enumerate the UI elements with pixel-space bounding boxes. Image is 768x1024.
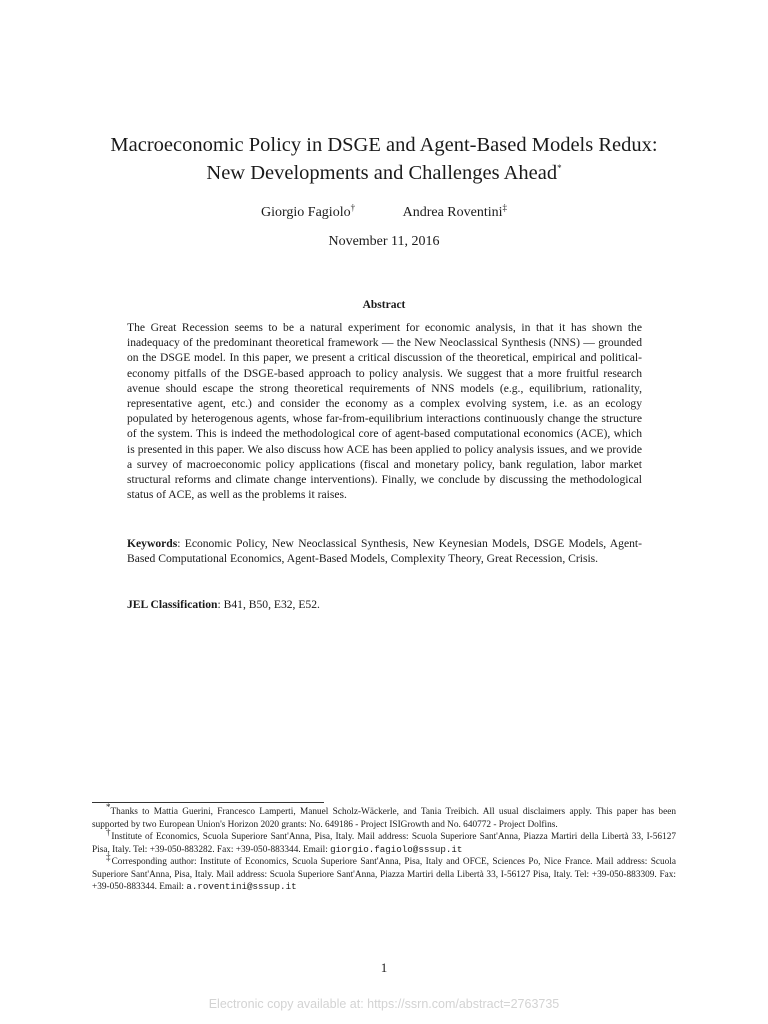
footnotes xyxy=(92,801,677,894)
author-1-name: Giorgio Fagiolo xyxy=(261,205,351,220)
author-2 xyxy=(403,203,507,223)
publication-date: November 11, 2016 xyxy=(328,234,440,249)
ssrn-watermark[interactable]: Electronic copy available at: https://ssrn.com/abstract=2763735 xyxy=(208,997,560,1011)
keywords-label: Keywords xyxy=(127,537,178,550)
author-2-email[interactable]: a.roventini@sssup.it xyxy=(186,881,297,892)
footnote-rule xyxy=(92,802,324,803)
abstract-text: The Great Recession seems to be a natural experiment for economic analysis, in that it has shown the inadequacy of the predominant theoretical framework — the New Neoclassical Synthesis (NNS) — grounded on the DSGE model. In this paper, we present a critical discussion of the theoretical, empirical and political-economy pitfalls of the DSGE-based approach to policy analysis. We suggest that a more fruitful research avenue should escape the strong theoretical requirements of NNS models (e.g., equilibrium, rationality, representative agent, etc.) and consider the economy as a complex evolving system, i.e. as an ecology populated by heterogenous agents, whose far-from-equilibrium interactions continuously change the structure of the system. This is indeed the methodological core of agent-based computational economics (ACE), which is presented in this paper. We also discuss how ACE has been applied to policy analysis issues, and we provide a survey of macroeconomic policy applications (fiscal and monetary policy, bank regulation, labor market structural reforms and climate change interventions). Finally, we conclude by discussing the methodological status of ACE, as well as the problems it raises. xyxy=(127,321,642,502)
page-number: 1 xyxy=(380,960,388,975)
keywords-text: : Economic Policy, New Neoclassical Synthesis, New Keynesian Models, DSGE Models, Agent-Based Computational Economics, Agent-Based Models, Complexity Theory, Great Recession, Crisis. xyxy=(127,537,642,566)
footnote-2-text: Institute of Economics, Scuola Superiore Sant'Anna, Pisa, Italy. Mail address: Scuola Superiore Sant'Anna, Piazza Martiri della Libertà 33, I-56127 Pisa, Italy. Tel: +39-050-883282. Fax: +39-050-883344. Email: xyxy=(92,832,676,855)
footnote-1-text: Thanks to Mattia Guerini, Francesco Lamperti, Manuel Scholz-Wäckerle, and Tania Treibich. All usual disclaimers apply. This paper has been supported by two European Union's Horizon 2020 grants: No. 649186 - Project ISIGrowth and No. 640772 - Project Dolfins. xyxy=(92,807,676,830)
footnote-3-mark: ‡ xyxy=(106,851,112,862)
jel-label: JEL Classification xyxy=(127,598,218,611)
keywords-paragraph xyxy=(127,536,642,566)
paper-title xyxy=(60,131,708,187)
author-list xyxy=(0,203,768,223)
footnote-2-mark: † xyxy=(106,826,112,837)
author-1-mark: † xyxy=(350,202,356,213)
abstract-heading: Abstract xyxy=(362,299,406,311)
author-1-email[interactable]: giorgio.fagiolo@sssup.it xyxy=(330,843,463,855)
footnote-author-1 xyxy=(92,826,676,856)
title-line-2 xyxy=(60,159,708,187)
title-line-1: Macroeconomic Policy in DSGE and Agent-Based Models Redux: xyxy=(110,134,658,156)
footnote-author-2 xyxy=(92,851,677,894)
author-1 xyxy=(261,203,355,223)
jel-text: : B41, B50, E32, E52. xyxy=(217,598,320,611)
author-2-name: Andrea Roventini xyxy=(402,205,503,220)
footnote-1-mark: * xyxy=(106,801,111,812)
title-footnote-mark: * xyxy=(557,163,562,174)
footnote-acknowledgements xyxy=(92,801,676,831)
title-line-2-text: New Developments and Challenges Ahead xyxy=(206,162,558,184)
author-2-mark: ‡ xyxy=(502,202,507,213)
jel-classification xyxy=(127,597,642,612)
footnote-3-text: Corresponding author: Institute of Economics, Scuola Superiore Sant'Anna, Pisa, Italy and OFCE, Sciences Po, Nice France. Mail address: Scuola Superiore Sant'Anna, Pisa, Italy. Mail address: Scuola Superiore Sant'Anna, Piazza Martiri della Libertà 33, I-56127 Pisa, Italy. Tel: +39-050-883309. Fax: +39-050-883344. Email: xyxy=(92,857,677,892)
